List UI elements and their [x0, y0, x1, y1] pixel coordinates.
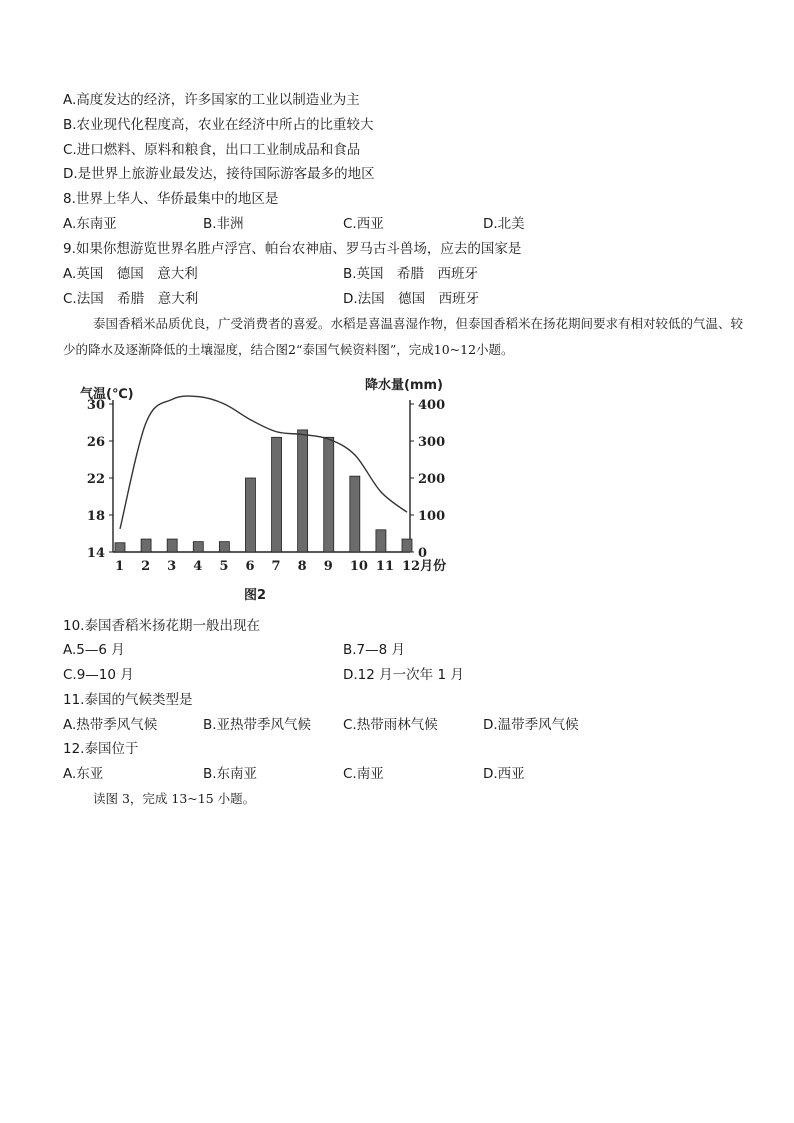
right-tick-label: 0 [418, 546, 428, 561]
x-tick-label: 9 [323, 559, 333, 574]
q7-option-c: C.进口燃料、原料和粮食，出口工业制成品和食品 [63, 142, 361, 158]
y-axis-left-label: 气温(℃) [80, 387, 134, 402]
precipitation-bar [324, 437, 334, 552]
left-tick-label: 30 [86, 398, 105, 413]
precipitation-bar [167, 539, 177, 552]
precipitation-bar [272, 437, 282, 552]
right-tick-label: 300 [418, 435, 446, 450]
q11-option-b: B.亚热带季风气候 [203, 717, 312, 733]
left-tick-label: 26 [86, 435, 105, 450]
q8-option-c: C.西亚 [343, 216, 384, 232]
temperature-line [120, 396, 407, 529]
intro-13-15: 读图 3，完成 13~15 小题。 [93, 791, 256, 806]
q9-option-d: D.法国 德国 西班牙 [343, 291, 480, 307]
q8-option-d: D.北美 [483, 216, 525, 232]
q12-stem: 12.泰国位于 [63, 741, 139, 757]
q11-option-a: A.热带季风气候 [63, 717, 158, 733]
q8-option-a: A.东南亚 [63, 216, 117, 232]
left-tick-label: 14 [86, 546, 105, 561]
q8-stem: 8.世界上华人、华侨最集中的地区是 [63, 191, 279, 207]
x-tick-label: 1 [115, 559, 125, 574]
x-tick-label: 7 [271, 559, 281, 574]
precipitation-bar [193, 542, 203, 552]
x-tick-label: 4 [193, 559, 203, 574]
intro-10-12: 泰国香稻米品质优良，广受消费者的喜爱。水稻是喜温喜湿作物，但泰国香稻米在扬花期间要求有相对较低的气温、较少的降水及逐渐降低的土壤湿度，结合图2“泰国气候资料图”，完成10~12小题。 [63, 316, 744, 357]
q11-stem: 11.泰国的气候类型是 [63, 692, 193, 708]
precipitation-bar [245, 478, 255, 552]
q10-option-d: D.12 月一次年 1 月 [343, 667, 464, 683]
q9-option-a: A.英国 德国 意大利 [63, 266, 198, 282]
q12-option-c: C.南亚 [343, 766, 384, 782]
precipitation-bar [350, 476, 360, 552]
x-tick-label: 6 [245, 559, 255, 574]
precipitation-bar [376, 530, 386, 552]
q10-stem: 10.泰国香稻米扬花期一般出现在 [63, 618, 260, 634]
q10-option-c: C.9—10 月 [63, 667, 134, 683]
q10-option-b: B.7—8 月 [343, 642, 406, 658]
q12-option-a: A.东亚 [63, 766, 104, 782]
q10-option-a: A.5—6 月 [63, 642, 125, 658]
figure-caption: 图2 [244, 588, 267, 603]
climate-chart [70, 370, 470, 610]
x-tick-label: 5 [219, 559, 229, 574]
q9-stem: 9.如果你想游览世界名胜卢浮宫、帕台农神庙、罗马古斗兽场，应去的国家是 [63, 241, 522, 257]
q12-option-d: D.西亚 [483, 766, 525, 782]
precipitation-bar [402, 539, 412, 552]
precipitation-bar [141, 539, 151, 552]
x-tick-label: 8 [297, 559, 307, 574]
q12-option-b: B.东南亚 [203, 766, 258, 782]
precipitation-bar [219, 542, 229, 552]
right-tick-label: 400 [418, 398, 446, 413]
right-tick-label: 100 [418, 509, 446, 524]
q9-option-c: C.法国 希腊 意大利 [63, 291, 199, 307]
left-tick-label: 18 [86, 509, 105, 524]
q7-option-b: B.农业现代化程度高，农业在经济中所占的比重较大 [63, 117, 374, 133]
precipitation-bar [115, 543, 125, 552]
q11-option-d: D.温带季风气候 [483, 717, 579, 733]
x-tick-label: 10 [349, 559, 368, 574]
q11-option-c: C.热带雨林气候 [343, 717, 438, 733]
q7-option-a: A.高度发达的经济，许多国家的工业以制造业为主 [63, 92, 360, 108]
x-tick-label: 3 [167, 559, 177, 574]
y-axis-right-label: 降水量(mm) [365, 378, 443, 393]
q9-option-b: B.英国 希腊 西班牙 [343, 266, 479, 282]
q7-option-d: D.是世界上旅游业最发达，接待国际游客最多的地区 [63, 166, 375, 182]
q8-option-b: B.非洲 [203, 216, 244, 232]
x-tick-label: 2 [141, 559, 151, 574]
x-tick-label: 12月份 [402, 559, 447, 574]
x-tick-label: 11 [375, 559, 395, 574]
left-tick-label: 22 [86, 472, 105, 487]
right-tick-label: 200 [418, 472, 446, 487]
precipitation-bar [298, 430, 308, 552]
